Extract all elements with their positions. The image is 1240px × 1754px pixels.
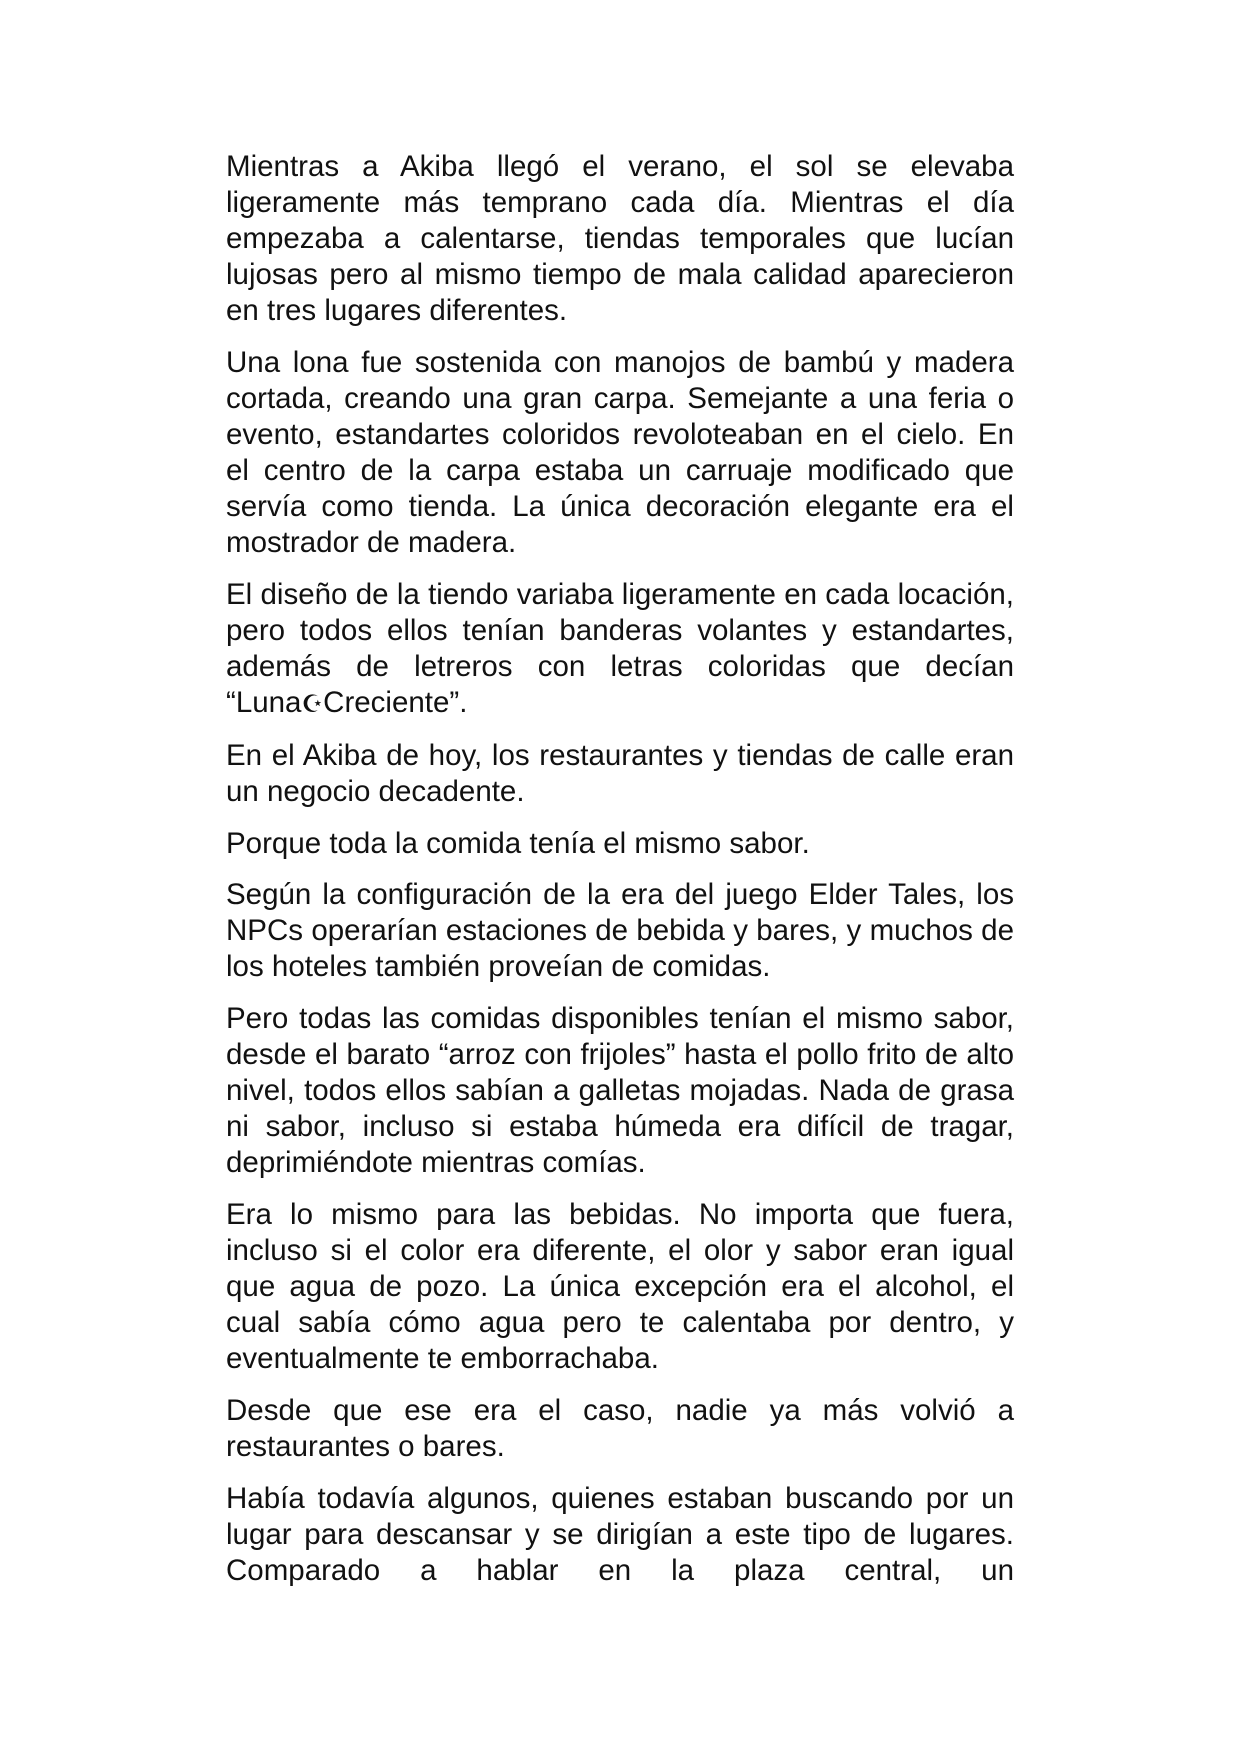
crescent-moon-icon: ☪: [301, 690, 324, 719]
body-text: [226, 149, 1014, 1589]
paragraph-3-text-before: El diseño de la tiendo variaba ligeramente en cada locación, pero todos ellos tenían banderas volantes y estandartes, además de letreros con letras coloridas que decían “Luna: [226, 578, 1014, 720]
paragraph-9: Desde que ese era el caso, nadie ya más volvió a restaurantes o bares.: [226, 1393, 1014, 1463]
paragraph-4: En el Akiba de hoy, los restaurantes y tiendas de calle eran un negocio decadente.: [226, 738, 1014, 808]
paragraph-3-text-after: Creciente”.: [323, 686, 468, 720]
paragraph-10: Había todavía algunos, quienes estaban buscando por un lugar para descansar y se dirigían a este tipo de lugares. Comparado a hablar en la plaza central, un: [226, 1481, 1014, 1587]
paragraph-6: Según la configuración de la era del juego Elder Tales, los NPCs operarían estaciones de bebida y bares, y muchos de los hoteles también proveían de comidas.: [226, 878, 1014, 984]
paragraph-3: [226, 577, 1014, 722]
paragraph-1: Mientras a Akiba llegó el verano, el sol se elevaba ligeramente más temprano cada día. Mientras el día empezaba a calentarse, tiendas temporales que lucían lujosas pero al mismo tiempo de mala calidad aparecieron en tres lugares diferentes.: [226, 150, 1014, 328]
paragraph-5: Porque toda la comida tenía el mismo sabor.: [226, 826, 810, 860]
paragraph-8: Era lo mismo para las bebidas. No importa que fuera, incluso si el color era diferente, el olor y sabor eran igual que agua de pozo. La única excepción era el alcohol, el cual sabía cómo agua pero te calentaba por dentro, y eventualmente te emborrachaba.: [226, 1197, 1014, 1376]
paragraph-7: Pero todas las comidas disponibles tenían el mismo sabor, desde el barato “arroz con frijoles” hasta el pollo frito de alto nivel, todos ellos sabían a galletas mojadas. Nada de grasa ni sabor, incluso si estaba húmeda era difícil de tragar, deprimiéndote mientras comías.: [226, 1001, 1014, 1180]
paragraph-2: Una lona fue sostenida con manojos de bambú y madera cortada, creando una gran carpa. Semejante a una feria o evento, estandartes coloridos revoloteaban en el cielo. En el centro de la carpa estaba un carruaje modificado que servía como tienda. La única decoración elegante era el mostrador de madera.: [226, 345, 1014, 560]
